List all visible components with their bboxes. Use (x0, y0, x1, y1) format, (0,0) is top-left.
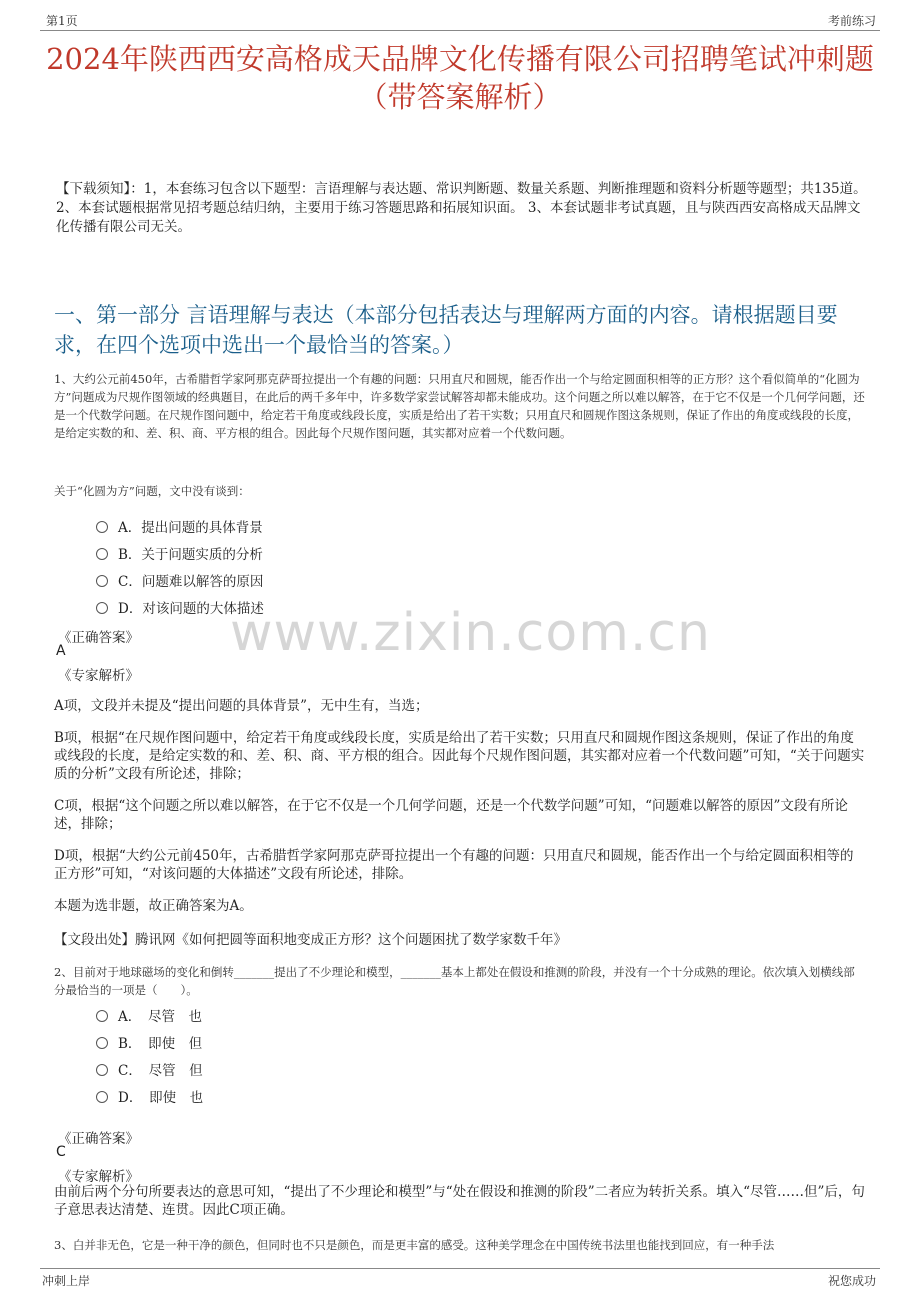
q1-analysis-a: A项，文段并未提及“提出问题的具体背景”，无中生有，当选； (54, 698, 429, 714)
radio-icon[interactable] (96, 602, 108, 614)
q1-analysis-label: 《专家解析》 (58, 668, 139, 684)
radio-icon[interactable] (96, 1037, 108, 1049)
q2-option-b[interactable]: B． 即使 但 (96, 1032, 202, 1052)
q3-passage: 3、白并非无色，它是一种干净的颜色，但同时也不只是颜色，而是更丰富的感受。这种美学理念在中国传统书法里也能找到回应，有一种手法 (54, 1238, 775, 1252)
header-divider (40, 30, 880, 31)
document-title: 2024年陕西西安高格成天品牌文化传播有限公司招聘笔试冲刺题（带答案解析） (46, 42, 874, 114)
q2-option-d[interactable]: D． 即使 也 (96, 1086, 203, 1106)
footer-divider (40, 1268, 880, 1269)
q1-passage: 1、大约公元前450年，古希腊哲学家阿那克萨哥拉提出一个有趣的问题：只用直尺和圆规，能否作出一个与给定圆面积相等的正方形？这个看似简单的“化圆为方”问题成为尺规作图领域的经典题目，在此后的两千多年中，许多数学家尝试解答却都未能成功。这个问题之所以难以解答，在于它不仅是一个几何学问题，还是一个代数学问题。在尺规作图问题中，给定若干角度或线段长度，实质是给出了若干实数；只用直尺和圆规作图这条规则，保证了作出的角度或线段的长度，是给定实数的和、差、积、商、平方根的组合。因此每个尺规作图问题，其实都对应着一个代数问题。 (54, 372, 865, 440)
footer-left-text: 冲刺上岸 (42, 1274, 91, 1288)
q2-answer-label: 《正确答案》 (58, 1131, 139, 1147)
page-header (0, 0, 920, 30)
q2-option-c[interactable]: C． 尽管 但 (96, 1059, 203, 1079)
q1-option-d[interactable]: D．对该问题的大体描述 (96, 597, 264, 617)
q2-analysis-label: 《专家解析》 (58, 1169, 139, 1185)
radio-icon[interactable] (96, 521, 108, 533)
header-tag: 考前练习 (827, 14, 876, 28)
q1-answer-label: 《正确答案》 (58, 630, 139, 646)
radio-icon[interactable] (96, 1064, 108, 1076)
q1-conclusion: 本题为选非题，故正确答案为A。 (54, 898, 253, 914)
q1-option-b[interactable]: B．关于问题实质的分析 (96, 543, 263, 563)
q2-analysis: 由前后两个分句所要表达的意思可知，“提出了不少理论和模型”与“处在假设和推测的阶段”二者应为转折关系。填入“尽管……但”后，句子意思表达清楚、连贯。因此C项正确。 (54, 1184, 865, 1218)
q1-stem: 关于“化圆为方”问题，文中没有谈到： (54, 484, 250, 498)
section-heading: 一、第一部分 言语理解与表达（本部分包括表达与理解两方面的内容。请根据题目要求，在四个选项中选出一个最恰当的答案。） (54, 303, 838, 357)
q1-source: 【文段出处】腾讯网《如何把圆等面积地变成正方形？这个问题困扰了数学家数千年》 (54, 932, 567, 948)
q1-option-a[interactable]: A．提出问题的具体背景 (96, 516, 263, 536)
radio-icon[interactable] (96, 1010, 108, 1022)
radio-icon[interactable] (96, 1091, 108, 1103)
q1-answer: A (56, 643, 66, 659)
footer-right-text: 祝您成功 (827, 1274, 876, 1288)
q2-stem: 2、目前对于地球磁场的变化和倒转_______提出了不少理论和模型，_______基本上都处在假设和推测的阶段，并没有一个十分成熟的理论。依次填入划横线部分最恰当的一项是（ ）。 (54, 965, 855, 997)
page-number: 第1页 (46, 14, 78, 28)
q2-option-a[interactable]: A． 尽管 也 (96, 1005, 202, 1025)
q2-answer: C (56, 1144, 66, 1160)
watermark: www.zixin.com.cn (230, 603, 711, 663)
radio-icon[interactable] (96, 548, 108, 560)
radio-icon[interactable] (96, 575, 108, 587)
q1-analysis-c: C项，根据“这个问题之所以难以解答，在于它不仅是一个几何学问题，还是一个代数学问题”可知，“问题难以解答的原因”文段有所论述，排除； (54, 798, 848, 832)
q1-analysis-d: D项，根据“大约公元前450年，古希腊哲学家阿那克萨哥拉提出一个有趣的问题：只用直尺和圆规，能否作出一个与给定圆面积相等的正方形”可知，“对该问题的大体描述”文段有所论述，排除。 (54, 848, 854, 882)
q1-option-c[interactable]: C．问题难以解答的原因 (96, 570, 263, 590)
q1-analysis-b: B项，根据“在尺规作图问题中，给定若干角度或线段长度，实质是给出了若干实数；只用直尺和圆规作图这条规则，保证了作出的角度或线段的长度，是给定实数的和、差、积、商、平方根的组合。因此每个尺规作图问题，其实都对应着一个代数问题”可知，“关于问题实质的分析”文段有所论述，排除； (54, 730, 865, 782)
download-notice: 【下载须知】：1，本套练习包含以下题型：言语理解与表达题、常识判断题、数量关系题、判断推理题和资料分析题等题型；共135道。 2、本套试题根据常见招考题总结归纳，主要用于练习答题思路和拓展知识面。 3、本套试题非考试真题，且与陕西西安高格成天品牌文化传播有限公司无关。 (56, 181, 867, 235)
